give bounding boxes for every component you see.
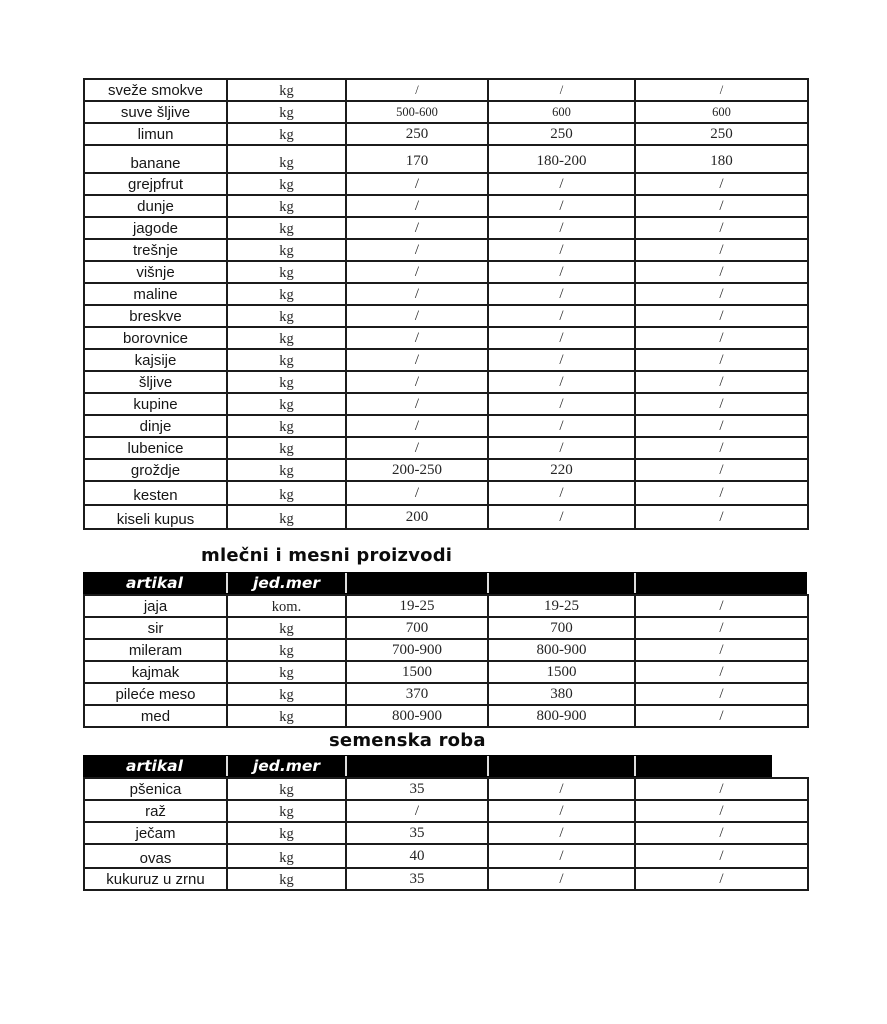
price-cell: / <box>346 283 488 305</box>
unit-cell: kg <box>227 778 346 800</box>
item-name-cell: banane <box>84 145 227 173</box>
price-cell: 600 <box>635 101 808 123</box>
price-cell: 800-900 <box>488 639 635 661</box>
dairy-section-heading: mlečni i mesni proizvodi <box>201 545 453 566</box>
header-separator <box>487 756 489 776</box>
price-cell: 380 <box>488 683 635 705</box>
unit-cell: kg <box>227 123 346 145</box>
item-name-cell: ovas <box>84 844 227 868</box>
table-row <box>84 305 808 327</box>
price-cell: / <box>346 437 488 459</box>
price-cell: 200 <box>346 505 488 529</box>
price-cell: / <box>346 173 488 195</box>
seeds-price-table <box>83 777 809 891</box>
fruit-price-table <box>83 78 809 530</box>
table-row <box>84 437 808 459</box>
item-name-cell: lubenice <box>84 437 227 459</box>
price-cell: 35 <box>346 822 488 844</box>
price-cell: 800-900 <box>488 705 635 727</box>
price-cell: / <box>635 617 808 639</box>
price-cell: / <box>635 195 808 217</box>
item-name-cell: grejpfrut <box>84 173 227 195</box>
item-name-cell: raž <box>84 800 227 822</box>
price-cell: / <box>488 261 635 283</box>
price-cell: 200-250 <box>346 459 488 481</box>
price-cell: / <box>488 393 635 415</box>
price-cell: / <box>488 844 635 868</box>
price-cell: 220 <box>488 459 635 481</box>
unit-cell: kg <box>227 415 346 437</box>
dairy-price-table <box>83 594 809 728</box>
price-cell: / <box>346 305 488 327</box>
header-separator <box>345 573 347 593</box>
item-name-cell: jagode <box>84 217 227 239</box>
dairy-table-header-bar <box>83 572 807 594</box>
table-row <box>84 327 808 349</box>
table-row <box>84 459 808 481</box>
price-cell: 700 <box>346 617 488 639</box>
price-cell: / <box>635 661 808 683</box>
price-cell: 35 <box>346 778 488 800</box>
price-cell: / <box>346 481 488 505</box>
table-row <box>84 822 808 844</box>
table-row <box>84 239 808 261</box>
table-row <box>84 415 808 437</box>
item-name-cell: sveže smokve <box>84 79 227 101</box>
price-cell: / <box>488 505 635 529</box>
item-name-cell: pšenica <box>84 778 227 800</box>
item-name-cell: maline <box>84 283 227 305</box>
unit-cell: kg <box>227 437 346 459</box>
price-cell: / <box>346 327 488 349</box>
price-cell: 700 <box>488 617 635 639</box>
unit-cell: kg <box>227 195 346 217</box>
unit-cell: kg <box>227 661 346 683</box>
seeds-section-heading: semenska roba <box>329 730 486 751</box>
unit-cell: kg <box>227 639 346 661</box>
item-name-cell: sir <box>84 617 227 639</box>
price-cell: / <box>635 239 808 261</box>
price-cell: / <box>635 639 808 661</box>
price-cell: 180 <box>635 145 808 173</box>
unit-cell: kg <box>227 173 346 195</box>
unit-cell: kg <box>227 505 346 529</box>
unit-cell: kg <box>227 261 346 283</box>
table-row <box>84 101 808 123</box>
price-cell: / <box>346 217 488 239</box>
unit-cell: kg <box>227 844 346 868</box>
table-row <box>84 371 808 393</box>
price-cell: / <box>488 371 635 393</box>
table-row <box>84 195 808 217</box>
price-cell: / <box>635 415 808 437</box>
jed-mer-column-header: jed.mer <box>252 574 321 592</box>
price-cell: / <box>635 705 808 727</box>
item-name-cell: kesten <box>84 481 227 505</box>
unit-cell: kg <box>227 371 346 393</box>
item-name-cell: dinje <box>84 415 227 437</box>
price-cell: / <box>635 305 808 327</box>
header-separator <box>226 756 228 776</box>
price-cell: / <box>635 261 808 283</box>
item-name-cell: višnje <box>84 261 227 283</box>
price-cell: / <box>635 505 808 529</box>
unit-cell: kg <box>227 481 346 505</box>
unit-cell: kg <box>227 705 346 727</box>
price-cell: 370 <box>346 683 488 705</box>
price-cell: / <box>488 195 635 217</box>
price-cell: 1500 <box>346 661 488 683</box>
item-name-cell: jaja <box>84 595 227 617</box>
table-row <box>84 778 808 800</box>
price-cell: / <box>488 415 635 437</box>
price-cell: / <box>488 822 635 844</box>
price-cell: 180-200 <box>488 145 635 173</box>
document-sheet <box>83 78 807 891</box>
price-cell: / <box>488 239 635 261</box>
header-separator <box>634 573 636 593</box>
table-row <box>84 261 808 283</box>
table-row <box>84 393 808 415</box>
table-row <box>84 868 808 890</box>
price-cell: 40 <box>346 844 488 868</box>
table-row <box>84 661 808 683</box>
table-row <box>84 844 808 868</box>
header-separator <box>345 756 347 776</box>
price-cell: / <box>635 437 808 459</box>
price-cell: / <box>635 459 808 481</box>
table-row <box>84 217 808 239</box>
price-cell: 250 <box>635 123 808 145</box>
table-row <box>84 283 808 305</box>
price-cell: / <box>488 437 635 459</box>
price-cell: / <box>488 349 635 371</box>
item-name-cell: kupine <box>84 393 227 415</box>
header-separator <box>634 756 636 776</box>
item-name-cell: limun <box>84 123 227 145</box>
unit-cell: kg <box>227 349 346 371</box>
price-cell: 250 <box>346 123 488 145</box>
price-cell: / <box>488 800 635 822</box>
price-cell: / <box>346 195 488 217</box>
price-cell: / <box>346 371 488 393</box>
table-row <box>84 505 808 529</box>
artikal-column-header: artikal <box>126 574 183 592</box>
price-cell: / <box>635 79 808 101</box>
jed-mer-column-header: jed.mer <box>252 757 321 775</box>
price-cell: / <box>346 79 488 101</box>
price-cell: / <box>635 595 808 617</box>
price-cell: / <box>488 283 635 305</box>
price-cell: / <box>635 283 808 305</box>
item-name-cell: breskve <box>84 305 227 327</box>
price-cell: / <box>635 173 808 195</box>
price-cell: 250 <box>488 123 635 145</box>
unit-cell: kom. <box>227 595 346 617</box>
item-name-cell: kiseli kupus <box>84 505 227 529</box>
price-cell: / <box>635 844 808 868</box>
table-row <box>84 705 808 727</box>
unit-cell: kg <box>227 217 346 239</box>
table-row <box>84 123 808 145</box>
item-name-cell: šljive <box>84 371 227 393</box>
table-row <box>84 349 808 371</box>
seeds-table-header-bar <box>83 755 772 777</box>
price-cell: / <box>635 778 808 800</box>
price-cell: 500-600 <box>346 101 488 123</box>
unit-cell: kg <box>227 822 346 844</box>
unit-cell: kg <box>227 617 346 639</box>
unit-cell: kg <box>227 459 346 481</box>
price-cell: / <box>346 393 488 415</box>
price-cell: / <box>488 79 635 101</box>
price-cell: / <box>635 822 808 844</box>
item-name-cell: groždje <box>84 459 227 481</box>
price-cell: / <box>346 349 488 371</box>
price-cell: / <box>346 800 488 822</box>
item-name-cell: ječam <box>84 822 227 844</box>
price-cell: / <box>488 481 635 505</box>
price-cell: / <box>635 683 808 705</box>
price-cell: 170 <box>346 145 488 173</box>
unit-cell: kg <box>227 327 346 349</box>
table-row <box>84 683 808 705</box>
price-cell: / <box>346 415 488 437</box>
item-name-cell: kukuruz u zrnu <box>84 868 227 890</box>
price-cell: 35 <box>346 868 488 890</box>
price-cell: / <box>635 349 808 371</box>
item-name-cell: borovnice <box>84 327 227 349</box>
unit-cell: kg <box>227 393 346 415</box>
item-name-cell: trešnje <box>84 239 227 261</box>
price-cell: 1500 <box>488 661 635 683</box>
unit-cell: kg <box>227 79 346 101</box>
price-cell: / <box>488 327 635 349</box>
price-cell: / <box>635 217 808 239</box>
table-row <box>84 639 808 661</box>
unit-cell: kg <box>227 800 346 822</box>
table-row <box>84 800 808 822</box>
price-cell: 700-900 <box>346 639 488 661</box>
price-cell: / <box>488 217 635 239</box>
price-cell: / <box>635 800 808 822</box>
unit-cell: kg <box>227 305 346 327</box>
item-name-cell: kajmak <box>84 661 227 683</box>
price-cell: / <box>488 305 635 327</box>
price-cell: / <box>635 327 808 349</box>
price-cell: / <box>346 261 488 283</box>
price-cell: / <box>635 371 808 393</box>
price-cell: 600 <box>488 101 635 123</box>
table-row <box>84 79 808 101</box>
price-cell: 19-25 <box>346 595 488 617</box>
item-name-cell: dunje <box>84 195 227 217</box>
item-name-cell: mileram <box>84 639 227 661</box>
table-row <box>84 595 808 617</box>
unit-cell: kg <box>227 868 346 890</box>
unit-cell: kg <box>227 101 346 123</box>
table-row <box>84 617 808 639</box>
unit-cell: kg <box>227 683 346 705</box>
price-cell: / <box>635 868 808 890</box>
price-cell: / <box>635 481 808 505</box>
price-cell: 800-900 <box>346 705 488 727</box>
item-name-cell: kajsije <box>84 349 227 371</box>
table-row <box>84 173 808 195</box>
price-cell: / <box>488 868 635 890</box>
item-name-cell: med <box>84 705 227 727</box>
price-cell: / <box>346 239 488 261</box>
header-separator <box>487 573 489 593</box>
unit-cell: kg <box>227 283 346 305</box>
artikal-column-header: artikal <box>126 757 183 775</box>
item-name-cell: pileće meso <box>84 683 227 705</box>
price-cell: 19-25 <box>488 595 635 617</box>
header-separator <box>226 573 228 593</box>
price-cell: / <box>488 173 635 195</box>
item-name-cell: suve šljive <box>84 101 227 123</box>
table-row <box>84 145 808 173</box>
unit-cell: kg <box>227 145 346 173</box>
table-row <box>84 481 808 505</box>
price-cell: / <box>488 778 635 800</box>
price-cell: / <box>635 393 808 415</box>
unit-cell: kg <box>227 239 346 261</box>
